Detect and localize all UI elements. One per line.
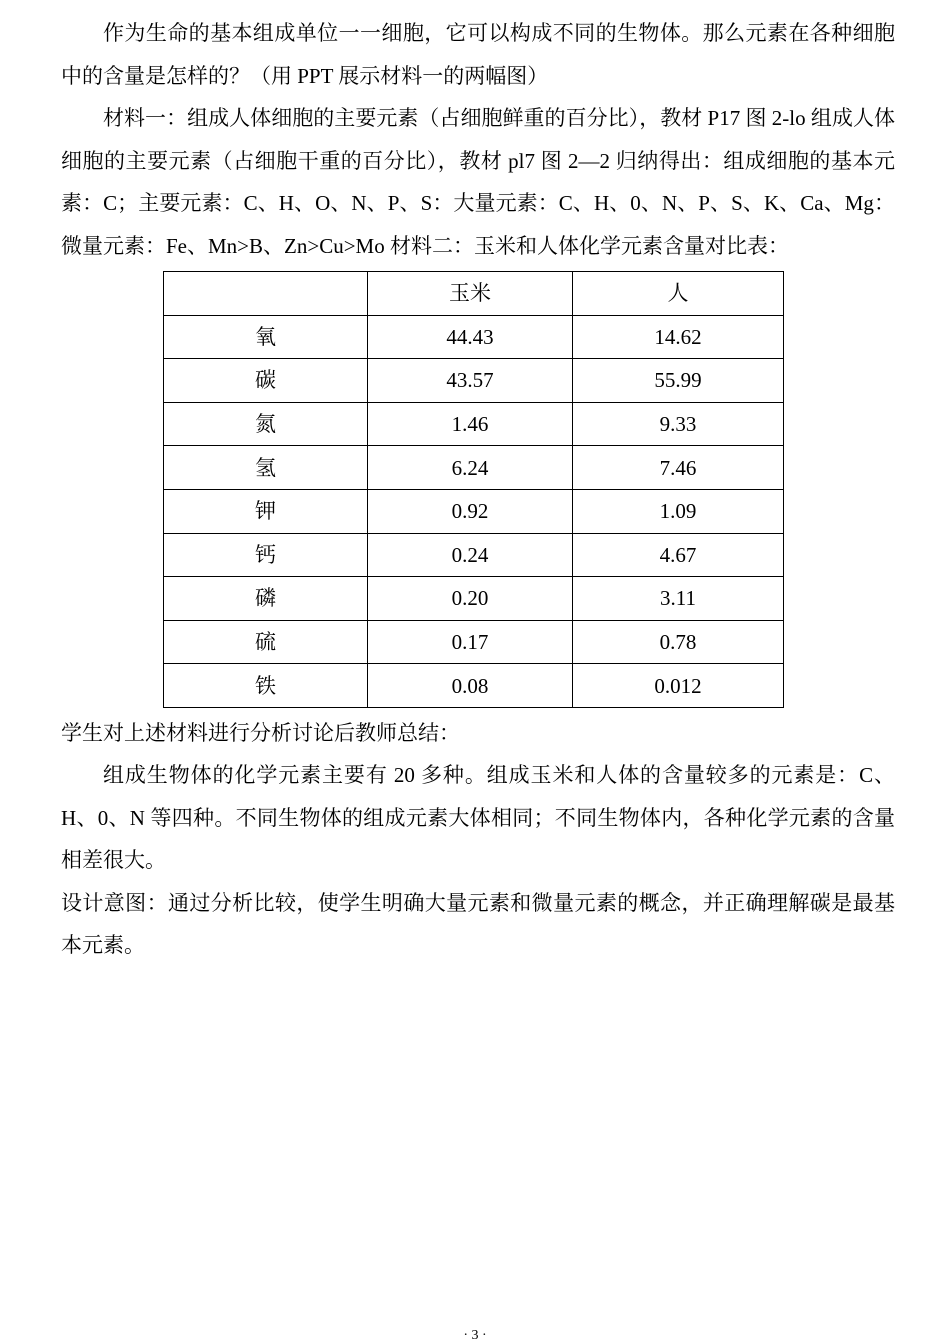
human-value-cell: 9.33 (573, 402, 784, 446)
comparison-table-wrapper (163, 271, 783, 708)
table-row (164, 664, 784, 708)
paragraph-intro: 作为生命的基本组成单位一一细胞，它可以构成不同的生物体。那么元素在各种细胞中的含量是怎样的？（用 PPT 展示材料一的两幅图） (61, 21, 895, 88)
corn-value-cell: 0.92 (368, 489, 573, 533)
corn-value-cell: 0.08 (368, 664, 573, 708)
element-name-cell: 铁 (164, 664, 368, 708)
corn-value-cell: 0.17 (368, 620, 573, 664)
element-name-cell: 碳 (164, 359, 368, 403)
paragraph-summary: 组成生物体的化学元素主要有 20 多种。组成玉米和人体的含量较多的元素是：C、H、0、N 等四种。不同生物体的组成元素大体相同；不同生物体内，各种化学元素的含量相差很大。 (61, 763, 895, 873)
table-header-cell: 玉米 (368, 272, 573, 316)
element-comparison-table (163, 271, 784, 708)
paragraph-teacher-summary-intro: 学生对上述材料进行分析讨论后教师总结： (61, 720, 460, 745)
table-header-cell: 人 (573, 272, 784, 316)
element-name-cell: 硫 (164, 620, 368, 664)
human-value-cell: 1.09 (573, 489, 784, 533)
human-value-cell: 3.11 (573, 577, 784, 621)
corn-value-cell: 44.43 (368, 315, 573, 359)
table-row (164, 359, 784, 403)
corn-value-cell: 0.24 (368, 533, 573, 577)
paragraph-design-intent: 设计意图：通过分析比较，使学生明确大量元素和微量元素的概念，并正确理解碳是最基本元素。 (61, 890, 895, 958)
human-value-cell: 14.62 (573, 315, 784, 359)
table-row (164, 489, 784, 533)
page-number: · 3 · (463, 1328, 487, 1343)
paragraph-material-one: 材料一：组成人体细胞的主要元素（占细胞鲜重的百分比），教材 P17 图 2-lo 组成人体细胞的主要元素（占细胞干重的百分比），教材 pl7 图 2—2 归纳得出：组成细胞的基本元素：C；主要元素：C、H、O、N、P、S：大量元素：C、H、0、N、P、S、K、Ca、Mg：微量元素：Fe、Mn>B、Zn>Cu>Mo 材料二：玉米和人体化学元素含量对比表： (61, 106, 895, 258)
element-name-cell: 氮 (164, 402, 368, 446)
human-value-cell: 7.46 (573, 446, 784, 490)
element-name-cell: 钾 (164, 489, 368, 533)
element-name-cell: 氢 (164, 446, 368, 490)
table-row (164, 402, 784, 446)
table-row (164, 315, 784, 359)
element-name-cell: 氧 (164, 315, 368, 359)
human-value-cell: 0.78 (573, 620, 784, 664)
table-header-cell (164, 272, 368, 316)
human-value-cell: 4.67 (573, 533, 784, 577)
human-value-cell: 55.99 (573, 359, 784, 403)
table-row (164, 577, 784, 621)
element-name-cell: 磷 (164, 577, 368, 621)
table-row (164, 446, 784, 490)
corn-value-cell: 43.57 (368, 359, 573, 403)
table-row (164, 620, 784, 664)
document-body (61, 12, 895, 967)
element-name-cell: 钙 (164, 533, 368, 577)
corn-value-cell: 0.20 (368, 577, 573, 621)
table-header-row (164, 272, 784, 316)
corn-value-cell: 6.24 (368, 446, 573, 490)
table-row (164, 533, 784, 577)
corn-value-cell: 1.46 (368, 402, 573, 446)
human-value-cell: 0.012 (573, 664, 784, 708)
